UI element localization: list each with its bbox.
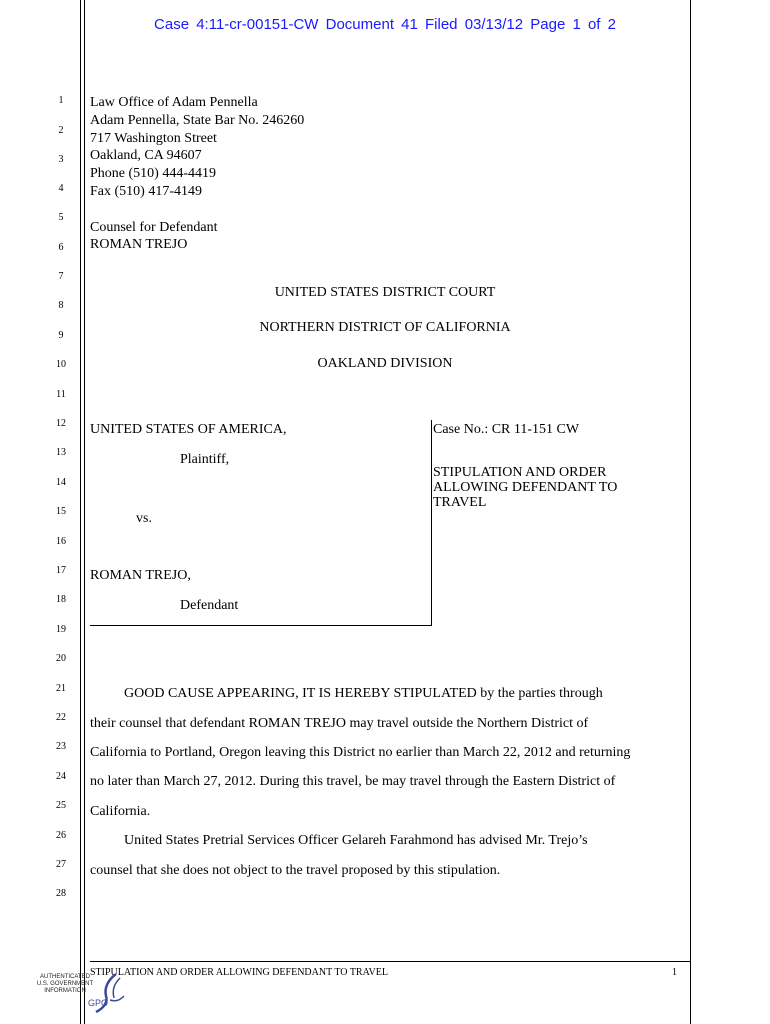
line-number: 1: [58, 95, 64, 106]
line-number: 17: [56, 565, 66, 576]
line-number: 26: [56, 830, 66, 841]
line-number: 3: [58, 154, 64, 165]
court-name: UNITED STATES DISTRICT COURT: [274, 285, 496, 300]
seal-text-line-1: AUTHENTICATED: [40, 974, 90, 980]
line-number: 18: [56, 594, 66, 605]
defendant-role: Defendant: [180, 598, 239, 613]
seal-text-line-2: U.S. GOVERNMENT: [36, 981, 94, 987]
attorney-fax: Fax (510) 417-4149: [90, 184, 202, 199]
case-number: Case No.: CR 11-151 CW: [433, 422, 580, 437]
counsel-client: ROMAN TREJO: [90, 237, 188, 252]
line-number: 5: [58, 212, 64, 223]
left-margin-line-1: [80, 0, 81, 1024]
body-line: California to Portland, Oregon leaving this District no earlier than March 22, 2012 and returning: [90, 745, 631, 760]
court-division: OAKLAND DIVISION: [317, 356, 453, 371]
line-number: 13: [56, 447, 66, 458]
line-number: 8: [58, 300, 64, 311]
attorney-office: Law Office of Adam Pennella: [90, 95, 258, 110]
page-number: 1: [672, 967, 677, 978]
line-number: 7: [58, 271, 64, 282]
line-number: 21: [56, 683, 66, 694]
line-number: 14: [56, 477, 66, 488]
document-title-line-3: TRAVEL: [433, 495, 487, 510]
body-line: no later than March 27, 2012. During this travel, be may travel through the Eastern District of: [90, 774, 616, 789]
attorney-name: Adam Pennella, State Bar No. 246260: [90, 113, 305, 128]
plaintiff-role: Plaintiff,: [180, 452, 230, 467]
line-number: 6: [58, 242, 64, 253]
line-number: 24: [56, 771, 66, 782]
body-line: United States Pretrial Services Officer Gelareh Farahmond has advised Mr. Trejo’s: [124, 833, 588, 848]
line-number: 20: [56, 653, 66, 664]
line-number: 10: [56, 359, 66, 370]
court-district: NORTHERN DISTRICT OF CALIFORNIA: [259, 320, 511, 335]
line-number: 2: [58, 125, 64, 136]
line-number: 16: [56, 536, 66, 547]
footer-rule: [90, 961, 690, 962]
line-number: 9: [58, 330, 64, 341]
eagle-icon: [86, 970, 130, 1020]
footer-title: STIPULATION AND ORDER ALLOWING DEFENDANT TO TRAVEL: [90, 967, 388, 978]
document-title-line-1: STIPULATION AND ORDER: [433, 465, 607, 480]
body-line: California.: [90, 804, 151, 819]
line-number: 28: [56, 888, 66, 899]
left-margin-line-2: [84, 0, 85, 1024]
versus: vs.: [136, 511, 152, 526]
line-number: 4: [58, 183, 64, 194]
document-title-line-2: ALLOWING DEFENDANT TO: [433, 480, 618, 495]
seal-text-line-3: INFORMATION: [44, 988, 86, 994]
line-number: 23: [56, 741, 66, 752]
filing-header: Case 4:11-cr-00151-CW Document 41 Filed 03/13/12 Page 1 of 2: [154, 16, 616, 33]
caption-divider-horizontal: [90, 625, 432, 626]
gpo-mark: GPO: [88, 998, 109, 1008]
gpo-authentication-seal: [30, 970, 130, 1024]
line-number: 12: [56, 418, 66, 429]
line-number: 25: [56, 800, 66, 811]
body-line: their counsel that defendant ROMAN TREJO may travel outside the Northern District of: [90, 716, 589, 731]
plaintiff-name: UNITED STATES OF AMERICA,: [90, 422, 287, 437]
line-number: 15: [56, 506, 66, 517]
line-number: 11: [56, 389, 66, 400]
line-number: 27: [56, 859, 66, 870]
line-number: 22: [56, 712, 66, 723]
defendant-name: ROMAN TREJO,: [90, 568, 191, 583]
attorney-city: Oakland, CA 94607: [90, 148, 202, 163]
body-line: GOOD CAUSE APPEARING, IT IS HEREBY STIPULATED by the parties through: [124, 686, 603, 701]
counsel-role: Counsel for Defendant: [90, 220, 218, 235]
right-margin-line: [690, 0, 691, 1024]
attorney-phone: Phone (510) 444-4419: [90, 166, 216, 181]
attorney-street: 717 Washington Street: [90, 131, 217, 146]
caption-divider-vertical: [431, 420, 432, 625]
line-number: 19: [56, 624, 66, 635]
body-line: counsel that she does not object to the travel proposed by this stipulation.: [90, 863, 501, 878]
